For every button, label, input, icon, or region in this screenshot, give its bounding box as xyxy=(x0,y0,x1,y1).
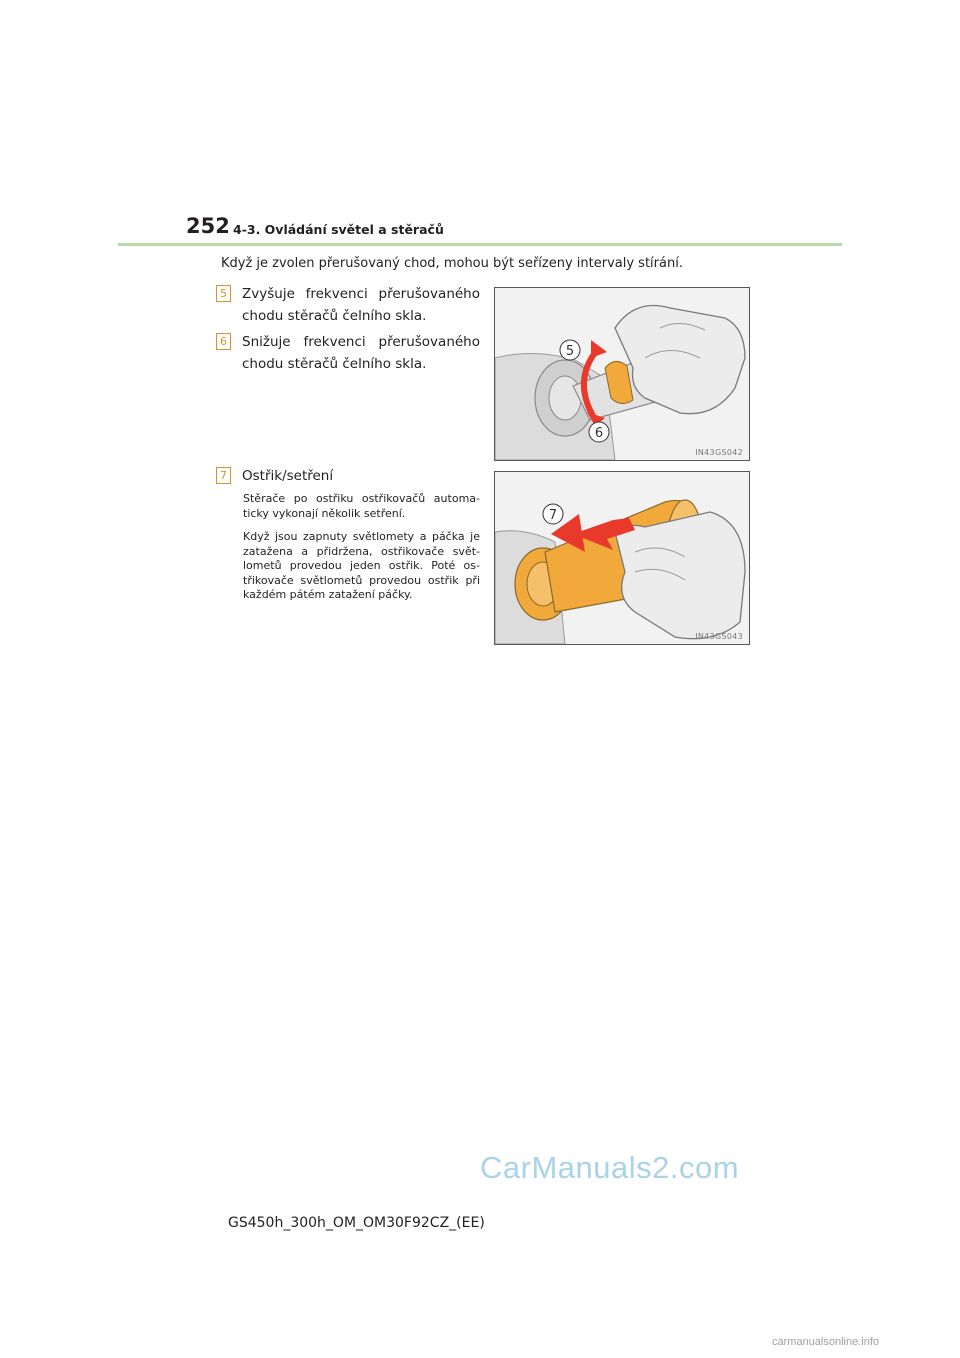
watermark-logo: CarManuals2.com xyxy=(480,1150,740,1185)
item-text-5: Zvyšuje frekvenci přerušovaného chodu stěračů čelního skla. xyxy=(242,286,480,324)
figure-wiper-interval xyxy=(494,287,750,461)
item-badge-7: 7 xyxy=(216,467,231,484)
document-code: GS450h_300h_OM_OM30F92CZ_(EE) xyxy=(228,1215,485,1231)
figure1-code: IN43GS042 xyxy=(695,448,743,457)
item-7-detail-2: Když jsou zapnuty světlomety a páčka je zatažena a přidržena, ostřikovače svět-lometů provedou jeden ostřik. Poté os-třikovače světlometů provedou ostřik při každém pátém zatažení páčky. xyxy=(243,530,480,601)
item-text-6: Snižuje frekvenci přerušovaného chodu stěračů čelního skla. xyxy=(242,334,480,372)
item-text-7: Ostřik/setření xyxy=(242,468,334,484)
section-title: 4-3. Ovládání světel a stěračů xyxy=(233,222,444,237)
washer-illustration xyxy=(495,472,749,644)
wiper-interval-illustration xyxy=(495,288,749,460)
header-divider xyxy=(118,243,842,246)
item-badge-5: 5 xyxy=(216,285,231,302)
figure1-callout-6: 6 xyxy=(594,426,604,441)
page-number: 252 xyxy=(186,214,230,238)
intro-paragraph: Když je zvolen přerušovaný chod, mohou být seřízeny intervaly stírání. xyxy=(221,256,683,271)
item-7-detail-1: Stěrače po ostřiku ostřikovačů automa-ticky vykonají několik setření. xyxy=(243,492,480,520)
figure1-callout-5: 5 xyxy=(565,344,575,359)
figure2-code: IN43GS043 xyxy=(695,632,743,641)
figure2-callout-7: 7 xyxy=(548,508,558,523)
item-badge-6: 6 xyxy=(216,333,231,350)
watermark-footer: carmanualsonline.info xyxy=(772,1336,880,1348)
figure-washer xyxy=(494,471,750,645)
